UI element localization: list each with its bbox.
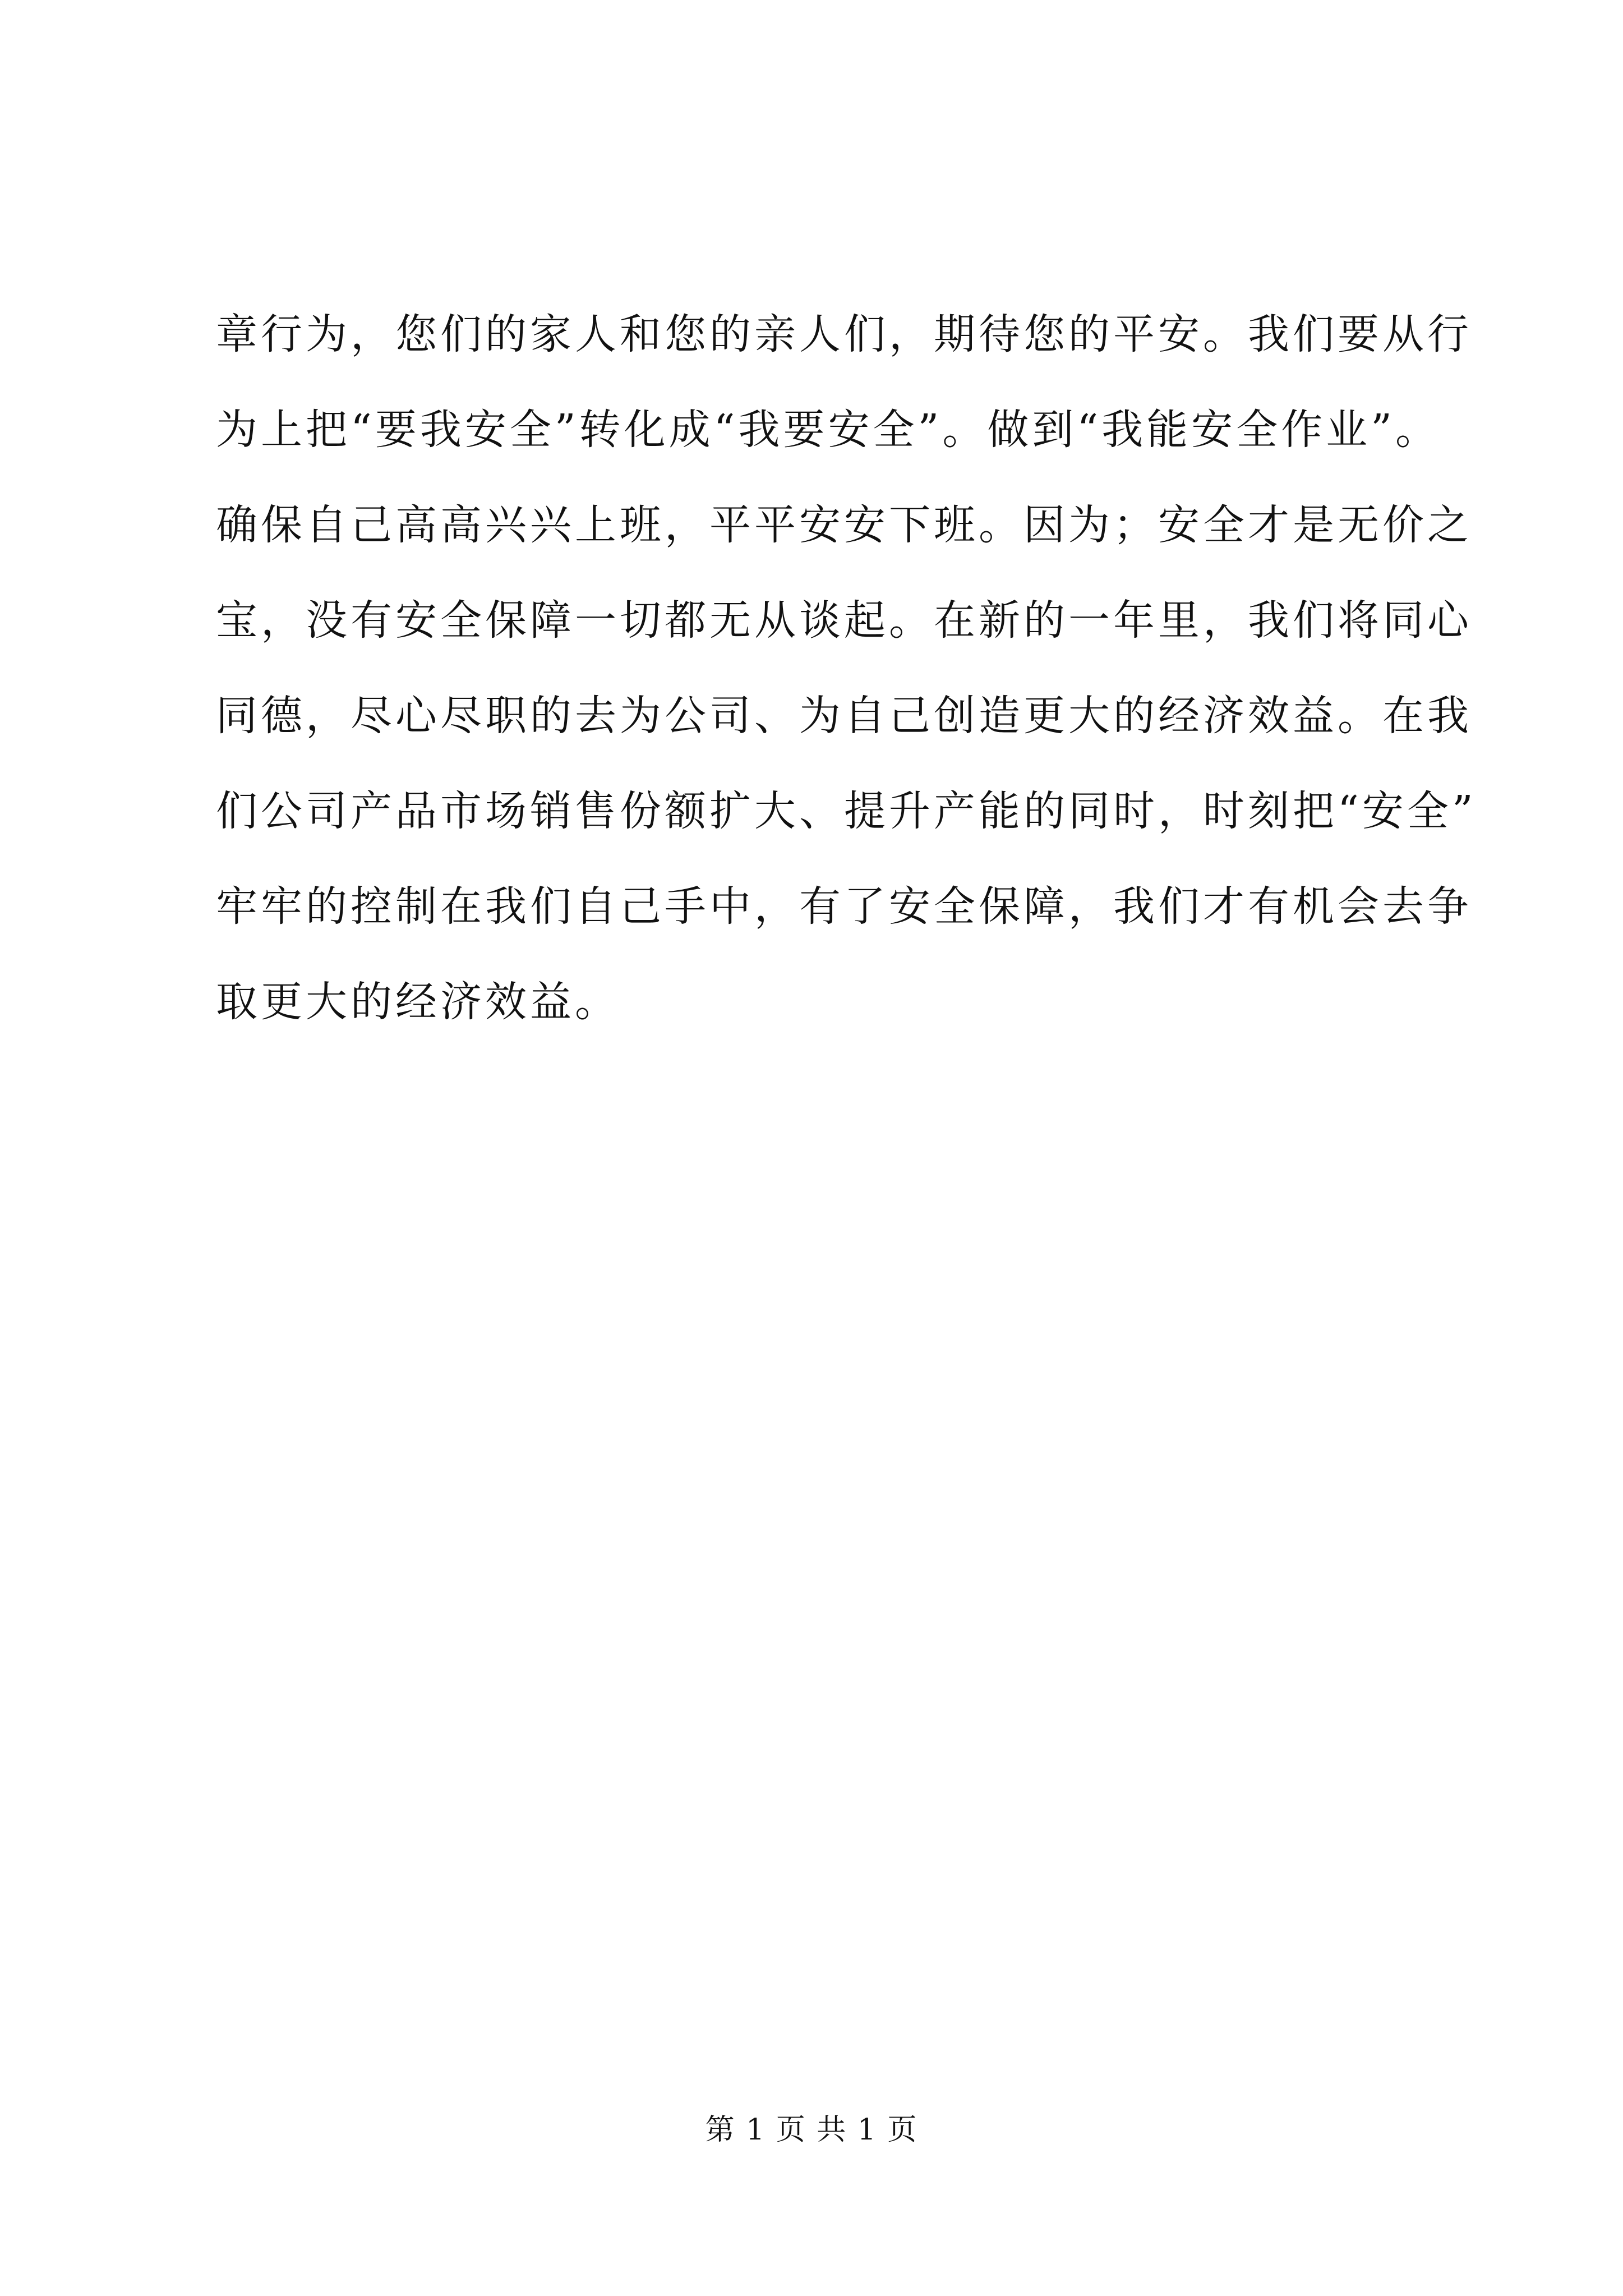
text-line-3: 确保自己高高兴兴上班，平平安安下班。因为；安全才是无价之: [216, 501, 1472, 549]
text-line-8: 取更大的经济效益。: [216, 978, 620, 1026]
text-line-6: 们公司产品市场销售份额扩大、提升产能的同时，时刻把“安全”: [216, 787, 1477, 835]
text-line-2: 为上把“要我安全”转化成“我要安全”。做到“我能安全作业”。: [216, 406, 1440, 454]
text-line-7: 牢牢的控制在我们自己手中，有了安全保障，我们才有机会去争: [216, 882, 1472, 931]
text-line-4: 宝，没有安全保障一切都无从谈起。在新的一年里，我们将同心: [216, 596, 1472, 645]
text-line-5: 同德，尽心尽职的去为公司、为自己创造更大的经济效益。在我: [216, 692, 1472, 740]
page-footer: 第 1 页 共 1 页: [705, 2113, 918, 2147]
text-line-1: 章行为，您们的家人和您的亲人们，期待您的平安。我们要从行: [216, 310, 1472, 358]
